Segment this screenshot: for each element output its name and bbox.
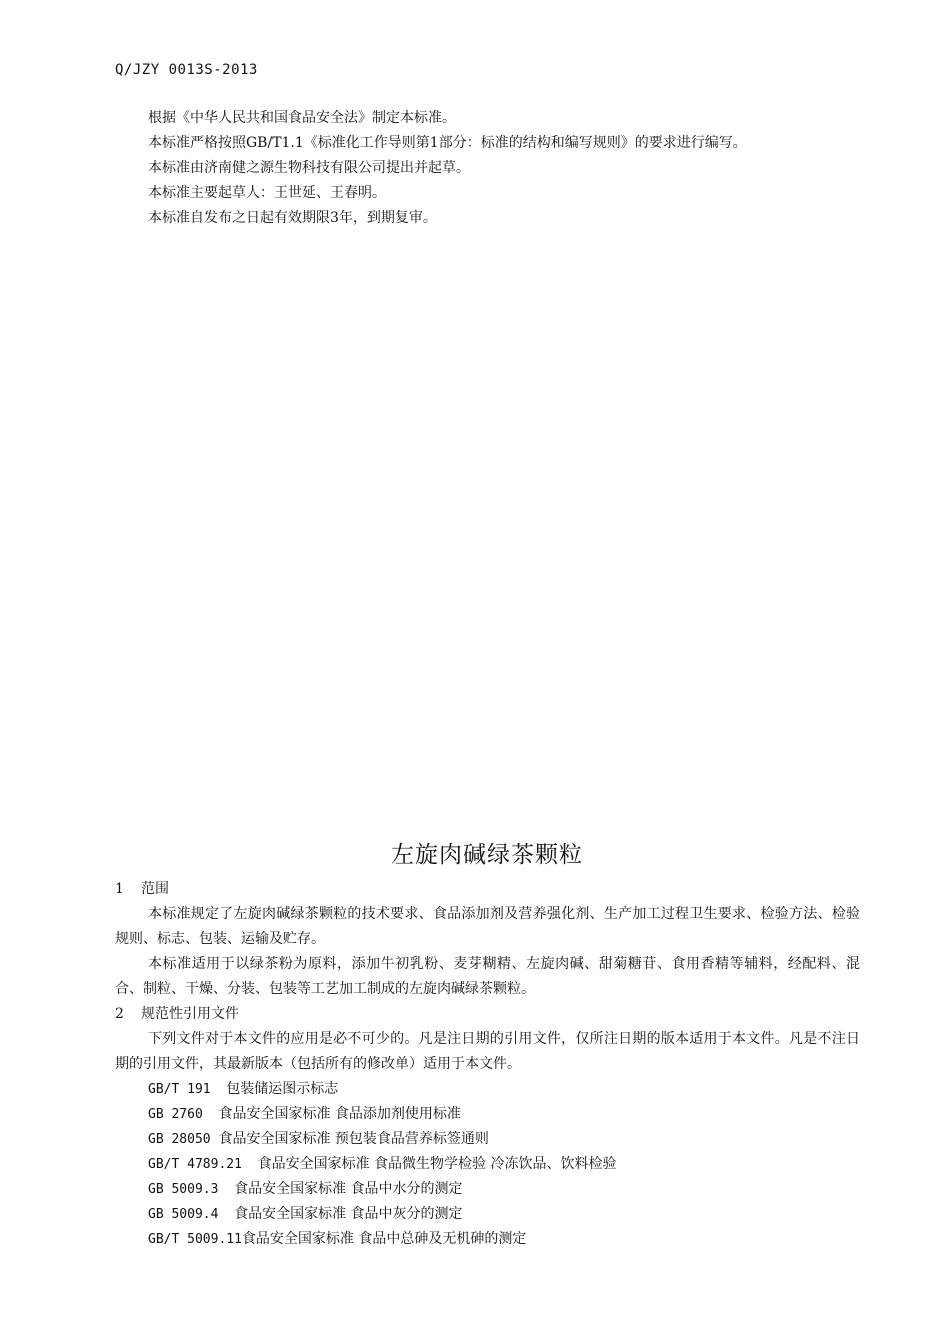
reference-item bbox=[115, 1077, 860, 1102]
reference-title: 食品安全国家标准 食品微生物学检验 冷冻饮品、饮料检验 bbox=[257, 1156, 617, 1172]
foreword-line: 本标准自发布之日起有效期限3年，到期复审。 bbox=[148, 210, 437, 226]
reference-item bbox=[115, 1227, 860, 1252]
reference-title: 食品安全国家标准 食品中灰分的测定 bbox=[234, 1206, 463, 1222]
reference-title: 食品安全国家标准 食品添加剂使用标准 bbox=[218, 1106, 461, 1122]
foreword-line: 本标准严格按照GB/T1.1《标准化工作导则第1部分：标准的结构和编写规则》的要求进行编写。 bbox=[148, 135, 747, 151]
references-paragraph: 下列文件对于本文件的应用是必不可少的。凡是注日期的引用文件，仅所注日期的版本适用于本文件。凡是不注日期的引用文件，其最新版本（包括所有的修改单）适用于本文件。 bbox=[115, 1031, 860, 1072]
reference-title: 食品安全国家标准 预包装食品营养标签通则 bbox=[218, 1131, 489, 1147]
document-body bbox=[115, 877, 860, 1252]
document-title: 左旋肉碱绿茶颗粒 bbox=[391, 842, 583, 868]
section-heading-references bbox=[115, 1002, 860, 1027]
reference-code: GB/T 5009.11 bbox=[148, 1232, 242, 1247]
reference-code: GB 5009.4 bbox=[148, 1207, 235, 1222]
reference-code: GB 5009.3 bbox=[148, 1182, 235, 1197]
reference-item bbox=[115, 1202, 860, 1227]
foreword-line: 根据《中华人民共和国食品安全法》制定本标准。 bbox=[148, 110, 456, 126]
foreword bbox=[115, 106, 865, 231]
section-title: 规范性引用文件 bbox=[141, 1006, 239, 1022]
reference-code: GB 28050 bbox=[148, 1132, 219, 1147]
reference-item bbox=[115, 1127, 860, 1152]
reference-code: GB 2760 bbox=[148, 1107, 219, 1122]
scope-paragraph: 本标准规定了左旋肉碱绿茶颗粒的技术要求、食品添加剂及营养强化剂、生产加工过程卫生要求、检验方法、检验规则、标志、包装、运输及贮存。 bbox=[115, 906, 860, 947]
foreword-line: 本标准由济南健之源生物科技有限公司提出并起草。 bbox=[148, 160, 470, 176]
section-number: 1 bbox=[115, 881, 124, 897]
section-number: 2 bbox=[115, 1006, 124, 1022]
reference-title: 食品安全国家标准 食品中总砷及无机砷的测定 bbox=[241, 1231, 527, 1247]
reference-code: GB/T 4789.21 bbox=[148, 1157, 258, 1172]
reference-title: 包装储运图示标志 bbox=[226, 1081, 339, 1097]
reference-item bbox=[115, 1102, 860, 1127]
section-title: 范围 bbox=[141, 881, 169, 897]
standard-code: Q/JZY 0013S-2013 bbox=[115, 62, 258, 78]
scope-paragraph: 本标准适用于以绿茶粉为原料，添加牛初乳粉、麦芽糊精、左旋肉碱、甜菊糖苷、食用香精等辅料，经配料、混合、制粒、干燥、分装、包装等工艺加工制成的左旋肉碱绿茶颗粒。 bbox=[115, 956, 860, 997]
section-heading-scope bbox=[115, 877, 860, 902]
reference-item bbox=[115, 1152, 860, 1177]
foreword-line: 本标准主要起草人：王世延、王春明。 bbox=[148, 185, 386, 201]
reference-title: 食品安全国家标准 食品中水分的测定 bbox=[234, 1181, 463, 1197]
reference-item bbox=[115, 1177, 860, 1202]
reference-code: GB/T 191 bbox=[148, 1082, 227, 1097]
